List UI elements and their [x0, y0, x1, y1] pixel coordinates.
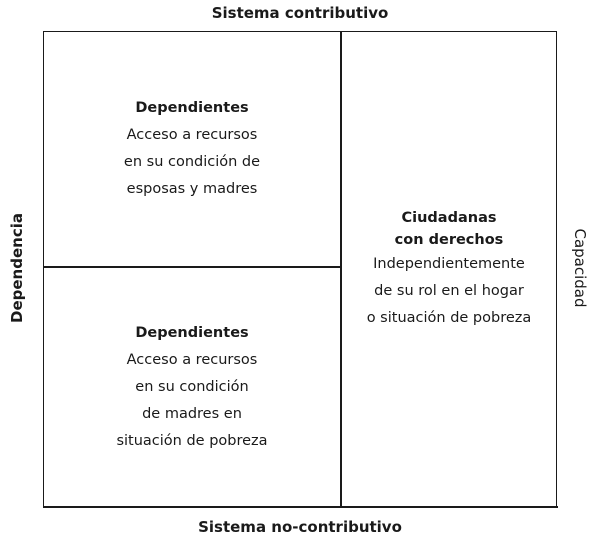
quadrant-text-line: Acceso a recursos — [126, 127, 258, 143]
quadrant-right — [342, 32, 556, 506]
quadrant-title: Dependientes — [135, 100, 249, 116]
axis-label-left: Dependencia — [8, 213, 26, 323]
axis-label-bottom: Sistema no-contributivo — [198, 518, 402, 536]
quadrant-text-line: en su condición — [135, 378, 249, 395]
quadrant-frame — [43, 31, 557, 507]
axis-label-right: Capacidad — [571, 228, 589, 308]
quadrant-text-line: esposas y madres — [126, 181, 258, 197]
quadrant-text-line: o situación de pobreza — [366, 309, 532, 326]
quadrant-text-line: Acceso a recursos — [126, 351, 258, 368]
quadrant-text-line: situación de pobreza — [116, 432, 268, 449]
axis-label-top: Sistema contributivo — [211, 4, 389, 22]
quadrant-text-line: de su rol en el hogar — [374, 282, 524, 299]
frame-bottom-border — [43, 506, 558, 508]
quadrant-top-left — [44, 32, 340, 266]
quadrant-bottom-left — [44, 268, 340, 506]
quadrant-title: Dependientes — [135, 324, 249, 341]
quadrant-text-line: en su condición de — [123, 154, 261, 170]
quadrant-text-line: Independientemente — [373, 255, 525, 272]
quadrant-title-line: Ciudadanas — [401, 209, 497, 226]
quadrant-title-line: con derechos — [394, 231, 504, 248]
quadrant-text-line: de madres en — [142, 405, 242, 422]
